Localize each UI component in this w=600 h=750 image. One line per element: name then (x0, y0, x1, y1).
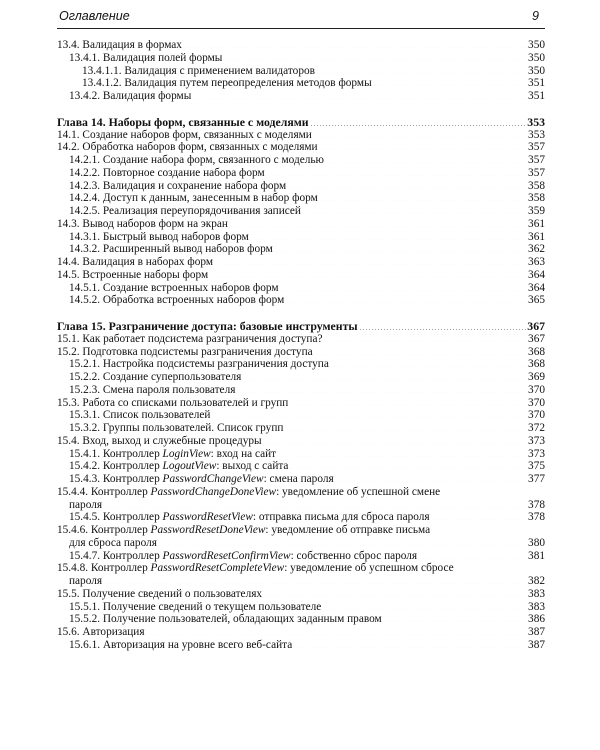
toc-entry-line (57, 65, 545, 78)
toc-entry-title (69, 601, 321, 614)
dot-leader (383, 613, 527, 622)
toc-title-class-name: PasswordResetConfirmView (162, 549, 291, 562)
toc-title-text: 14.2.4. Доступ к данным, занесенным в набор форм (69, 192, 318, 205)
dot-leader (214, 256, 527, 265)
toc-entry-title (69, 358, 329, 371)
toc-title-class-name: LoginView (162, 447, 211, 460)
toc-title-text: 14.2.3. Валидация и сохранение набора форм (69, 179, 287, 192)
dot-leader (289, 397, 527, 406)
toc-entry-page: 361 (528, 217, 545, 230)
toc-entry-page: 369 (528, 371, 545, 383)
toc-entry-page: 368 (528, 345, 545, 358)
toc-entry-line (57, 499, 545, 512)
toc-entry-line (57, 180, 545, 193)
toc-entry-title (69, 52, 222, 65)
dot-leader (325, 154, 527, 163)
toc-entry-page: 353 (528, 128, 545, 141)
toc-entry-line (57, 537, 545, 550)
toc-entry-title (69, 460, 288, 473)
dot-leader (242, 371, 527, 380)
toc-entry-title (57, 256, 213, 269)
toc-entry-page: 381 (528, 549, 545, 562)
toc-entry[interactable] (57, 613, 545, 626)
toc-entry[interactable] (57, 77, 545, 90)
toc-entry-page: 367 (527, 319, 545, 333)
toc-entry-title (57, 524, 430, 536)
toc-entry-line (57, 575, 545, 588)
toc-entry-line (57, 218, 545, 231)
toc-entry[interactable] (57, 550, 545, 563)
toc-entry-line (57, 601, 545, 614)
toc-entry-line (57, 639, 545, 652)
toc-entry-page: 357 (528, 154, 545, 166)
toc-entry[interactable] (57, 473, 545, 486)
toc-entry[interactable] (57, 409, 545, 422)
toc-title-text: 15.4.8. Контроллер (57, 562, 151, 575)
toc-entry-title (69, 231, 249, 244)
toc-entry-line (57, 256, 545, 269)
toc-entry-title (69, 384, 235, 397)
toc-entry-page: 370 (528, 396, 545, 409)
dot-leader (183, 39, 527, 48)
dot-leader (319, 192, 527, 201)
toc-entry-line (57, 116, 545, 129)
toc-entry-page: 368 (528, 358, 545, 371)
toc-entry-title (57, 588, 262, 601)
toc-title-text: 15.2.1. Настройка подсистемы разграничения доступа (69, 358, 329, 371)
header-page-number: 9 (532, 9, 539, 23)
toc-entry-page: 387 (528, 626, 545, 638)
toc-title-text: 15.4.4. Контроллер (57, 485, 151, 498)
dot-leader (103, 499, 527, 508)
toc-entry-page: 372 (528, 422, 545, 434)
dot-leader (263, 588, 527, 597)
toc-title-text: 15.6. Авторизация (57, 626, 145, 638)
toc-entry-title (57, 346, 313, 359)
dot-leader (431, 511, 527, 520)
dot-leader (359, 321, 527, 330)
toc-entry-title (57, 562, 454, 574)
toc-entry[interactable] (57, 371, 545, 384)
dot-leader (236, 384, 527, 393)
toc-entry-title (57, 129, 312, 142)
toc-entry-line (57, 346, 545, 359)
toc-entry-page: 386 (528, 613, 545, 626)
toc-entry-page: 373 (528, 434, 545, 447)
toc-entry-title (57, 333, 322, 346)
toc-title-text: 15.2. Подготовка подсистемы разграничения доступа (57, 345, 313, 358)
toc-title-text: 15.4. Вход, выход и служебные процедуры (57, 434, 262, 447)
toc-entry-line (57, 473, 545, 486)
toc-title-class-name: PasswordResetCompleteView (150, 562, 285, 575)
toc-entry[interactable] (57, 52, 545, 65)
toc-entry-page: 353 (527, 114, 545, 129)
toc-title-suffix: : уведомление об успешной смене (276, 485, 441, 498)
toc-entry-page: 358 (528, 179, 545, 192)
dot-leader (302, 205, 527, 214)
toc-entry[interactable] (57, 141, 545, 154)
dot-leader (192, 90, 527, 99)
toc-entry[interactable] (57, 180, 545, 193)
toc-entry-page: 382 (528, 575, 545, 587)
toc-title-text: 15.4.3. Контроллер (69, 473, 163, 485)
toc-entry-title (69, 180, 286, 193)
dot-leader (323, 333, 527, 342)
toc-title-text: 14.5.1. Создание встроенных наборов форм (69, 281, 279, 294)
toc-title-text: 13.4.1. Валидация полей формы (69, 51, 223, 64)
toc-entry-title (69, 473, 334, 486)
toc-title-text: Глава 14. Наборы форм, связанные с моделями (57, 114, 309, 129)
toc-entry-title (69, 90, 191, 103)
toc-entry[interactable] (57, 294, 545, 307)
toc-entry-line (57, 397, 545, 410)
toc-entry-page: 351 (528, 77, 545, 90)
toc-entry-title (69, 613, 382, 626)
dot-leader (280, 282, 528, 291)
toc-title-text: 15.6.1. Авторизация на уровне всего веб-сайта (69, 638, 293, 651)
toc-entry[interactable] (57, 639, 545, 652)
toc-entry[interactable] (57, 562, 545, 588)
toc-title-class-name: LogoutView (162, 460, 217, 473)
toc-title-suffix: : выход с сайта (216, 460, 289, 473)
toc-title-text: 14.2.2. Повторное создание набора форм (69, 166, 265, 179)
toc-entry[interactable] (57, 511, 545, 524)
toc-title-text: 14.2.1. Создание набора форм, связанного с моделью (69, 154, 324, 166)
dot-leader (373, 77, 527, 86)
toc-entry[interactable] (57, 231, 545, 244)
toc-entry[interactable] (57, 486, 545, 512)
toc-title-text: 14.3. Вывод наборов форм на экран (57, 217, 228, 230)
dot-leader (335, 473, 527, 482)
toc-entry-line (57, 52, 545, 65)
toc-title-text: 14.4. Валидация в наборах форм (57, 256, 213, 268)
dot-leader (266, 167, 527, 176)
toc-title-text: 15.3.1. Список пользователей (69, 409, 211, 422)
toc-entry-page: 361 (528, 230, 545, 243)
toc-entry-page: 351 (528, 90, 545, 102)
dot-leader (293, 639, 527, 648)
dot-leader (211, 409, 527, 418)
dot-leader (330, 358, 527, 367)
toc-entry[interactable] (57, 256, 545, 269)
toc-entry-page: 383 (528, 587, 545, 600)
toc-entry-line (57, 371, 545, 384)
toc-entry[interactable] (57, 435, 545, 448)
dot-leader (229, 218, 527, 227)
toc-entry[interactable] (57, 333, 545, 346)
toc-entry-line (57, 511, 545, 524)
toc-title-text: 15.4.1. Контроллер (69, 447, 163, 460)
toc-entry[interactable] (57, 282, 545, 295)
toc-title-text: 14.3.2. Расширенный вывод наборов форм (69, 243, 273, 256)
toc-entry[interactable] (57, 397, 545, 410)
toc-entry-title (69, 511, 430, 524)
toc-entry[interactable] (57, 65, 545, 78)
toc-entry[interactable] (57, 116, 545, 129)
toc-entry[interactable] (57, 384, 545, 397)
toc-entry-line (57, 320, 545, 333)
toc-title-text: 15.1. Как работает подсистема разграничения доступа? (57, 332, 323, 345)
toc-entry[interactable] (57, 448, 545, 461)
toc-entry-title (69, 294, 284, 307)
toc-entry-title (82, 65, 315, 78)
toc-title-suffix: : смена пароля (263, 473, 334, 485)
dot-leader (316, 65, 527, 74)
toc-title-text: 15.5. Получение сведений о пользователях (57, 587, 263, 600)
toc-entry-page: 359 (528, 205, 545, 217)
toc-title-class-name: PasswordResetDoneView (150, 524, 266, 536)
toc-entry-title (69, 371, 241, 384)
toc-entry-line (57, 167, 545, 180)
dot-leader (263, 435, 527, 444)
dot-leader (158, 537, 527, 546)
toc-title-text: 15.3.2. Группы пользователей. Список групп (69, 422, 284, 434)
toc-entry-title (57, 218, 228, 231)
toc-entry-continuation: пароля (69, 575, 103, 587)
running-header (57, 6, 545, 29)
toc-entry-title (57, 269, 208, 282)
toc-title-suffix: : вход на сайт (210, 447, 277, 460)
toc-entry-title (57, 116, 309, 129)
toc-entry-page: 370 (528, 409, 545, 422)
header-title: Оглавление (59, 9, 130, 23)
toc-entry-page: 350 (528, 64, 545, 77)
toc-title-text: 15.4.7. Контроллер (69, 549, 163, 562)
toc-entry[interactable] (57, 346, 545, 359)
toc-title-text: 15.4.2. Контроллер (69, 460, 163, 473)
dot-leader (289, 460, 527, 469)
toc-entry-page: 364 (528, 281, 545, 294)
toc-entry-line (57, 154, 545, 167)
toc-entry-title (69, 422, 283, 435)
toc-entry[interactable] (57, 422, 545, 435)
toc-title-text: 15.5.2. Получение пользователей, обладающих заданным правом (69, 613, 382, 626)
toc-entry-title (57, 435, 262, 448)
toc-entry-page: 350 (528, 51, 545, 64)
dot-leader (103, 575, 527, 584)
toc-entry-page: 375 (528, 460, 545, 473)
toc-title-text: 13.4.1.2. Валидация путем переопределения методов формы (82, 77, 372, 90)
toc-title-text: 14.5.2. Обработка встроенных наборов форм (69, 294, 285, 307)
toc-entry-continuation: для сброса пароля (69, 536, 157, 549)
toc-entry-line (57, 333, 545, 346)
toc-entry-line (57, 626, 545, 639)
toc-entry-line (57, 448, 545, 461)
toc-entry-page: 364 (528, 268, 545, 281)
toc-entry-line (57, 282, 545, 295)
toc-entry-line (57, 613, 545, 626)
toc-entry[interactable] (57, 460, 545, 473)
toc-entry-title (57, 141, 318, 154)
toc-entry-title (57, 486, 440, 498)
toc-entry-title (69, 167, 265, 180)
toc-entry[interactable] (57, 269, 545, 282)
toc-entry-page: 383 (528, 600, 545, 613)
toc-title-suffix: : уведомление об отправке письма (265, 524, 431, 536)
toc-entry-page: 350 (528, 39, 545, 51)
toc-entry-page: 358 (528, 192, 545, 205)
toc-entry-line (57, 384, 545, 397)
toc-entry-title (69, 448, 276, 461)
toc-entry-page: 378 (528, 511, 545, 524)
toc-entry[interactable] (57, 154, 545, 167)
toc-entry-title (82, 77, 372, 90)
toc-entry-page: 387 (528, 638, 545, 651)
toc-title-text: 15.2.3. Смена пароля пользователя (69, 383, 236, 396)
dot-leader (209, 269, 527, 278)
toc-entry[interactable] (57, 320, 545, 333)
toc-entry-line (57, 435, 545, 448)
toc-entry-page: 357 (528, 166, 545, 179)
toc-title-text: 15.5.1. Получение сведений о текущем пользователе (69, 600, 322, 613)
toc-title-suffix: : отправка письма для сброса пароля (252, 511, 430, 524)
dot-leader (146, 626, 528, 635)
toc-entry-line (57, 243, 545, 256)
toc-title-text: 14.2.5. Реализация переупорядочивания записей (69, 205, 301, 217)
toc-entry-title (69, 192, 318, 205)
dot-leader (310, 117, 527, 126)
toc-entry-line (57, 141, 545, 154)
toc-entry[interactable] (57, 243, 545, 256)
table-of-contents (57, 39, 545, 652)
toc-entry-title (69, 639, 292, 652)
toc-title-text: 14.3.1. Быстрый вывод наборов форм (69, 230, 249, 243)
toc-entry-first-line (57, 524, 545, 537)
toc-entry-first-line (57, 486, 545, 499)
toc-title-text: 15.2.2. Создание суперпользователя (69, 371, 242, 383)
toc-entry[interactable] (57, 358, 545, 371)
toc-title-suffix: : уведомление об успешном сбросе (284, 562, 454, 575)
toc-entry-line (57, 90, 545, 103)
dot-leader (274, 243, 527, 252)
toc-entry-line (57, 231, 545, 244)
dot-leader (418, 550, 527, 559)
toc-entry-line (57, 460, 545, 473)
toc-entry-line (57, 129, 545, 142)
toc-entry-title (57, 39, 182, 52)
toc-entry-page: 378 (528, 498, 545, 511)
toc-entry-line (57, 358, 545, 371)
toc-entry-line (57, 409, 545, 422)
toc-entry[interactable] (57, 588, 545, 601)
toc-entry-title (57, 320, 358, 333)
dot-leader (314, 346, 527, 355)
toc-title-class-name: PasswordChangeView (162, 473, 264, 485)
toc-entry[interactable] (57, 167, 545, 180)
dot-leader (284, 422, 527, 431)
dot-leader (277, 448, 527, 457)
toc-entry-continuation: пароля (69, 498, 103, 511)
toc-entry-title (69, 550, 417, 563)
toc-entry[interactable] (57, 192, 545, 205)
toc-entry-page: 367 (528, 332, 545, 345)
dot-leader (223, 52, 527, 61)
toc-entry-title (69, 154, 324, 167)
toc-entry-page: 362 (528, 243, 545, 256)
toc-entry-page: 365 (528, 294, 545, 307)
toc-entry-title (57, 626, 145, 639)
toc-title-suffix: : собственно сброс пароля (290, 549, 418, 562)
toc-entry-first-line (57, 562, 545, 575)
dot-leader (250, 231, 527, 240)
toc-entry-line (57, 422, 545, 435)
toc-entry-title (69, 409, 210, 422)
dot-leader (287, 180, 527, 189)
toc-entry-page: 377 (528, 473, 545, 485)
toc-title-class-name: PasswordResetView (162, 511, 253, 524)
toc-entry-line (57, 294, 545, 307)
toc-entry[interactable] (57, 601, 545, 614)
toc-title-text: Глава 15. Разграничение доступа: базовые инструменты (57, 319, 358, 333)
toc-title-text: 14.2. Обработка наборов форм, связанных с моделями (57, 141, 318, 154)
dot-leader (285, 294, 527, 303)
toc-entry-title (69, 243, 273, 256)
toc-entry-line (57, 269, 545, 282)
toc-title-text: 15.4.6. Контроллер (57, 524, 151, 536)
toc-title-text: 15.3. Работа со списками пользователей и групп (57, 396, 289, 409)
toc-entry-title (69, 282, 279, 295)
toc-title-text: 14.1. Создание наборов форм, связанных с моделями (57, 128, 312, 141)
dot-leader (313, 129, 527, 138)
toc-entry-line (57, 39, 545, 52)
toc-entry-page: 380 (528, 536, 545, 549)
toc-entry[interactable] (57, 39, 545, 52)
toc-entry[interactable] (57, 524, 545, 550)
toc-entry[interactable] (57, 129, 545, 142)
toc-title-text: 13.4. Валидация в формах (57, 39, 182, 51)
toc-entry-title (57, 397, 288, 410)
toc-entry[interactable] (57, 218, 545, 231)
toc-entry-line (57, 550, 545, 563)
dot-leader (319, 141, 527, 150)
toc-entry-page: 357 (528, 141, 545, 154)
toc-entry-line (57, 77, 545, 90)
toc-title-text: 13.4.2. Валидация формы (69, 90, 192, 102)
toc-entry-title (69, 205, 301, 218)
toc-entry[interactable] (57, 626, 545, 639)
toc-title-text: 15.4.5. Контроллер (69, 511, 163, 524)
toc-entry-page: 370 (528, 383, 545, 396)
toc-title-text: 13.4.1.1. Валидация с применением валидаторов (82, 64, 315, 77)
toc-entry-page: 373 (528, 447, 545, 460)
toc-entry-line (57, 192, 545, 205)
toc-entry-page: 363 (528, 256, 545, 268)
toc-entry[interactable] (57, 90, 545, 103)
toc-entry-line (57, 205, 545, 218)
toc-title-class-name: PasswordChangeDoneView (150, 485, 277, 498)
toc-entry[interactable] (57, 205, 545, 218)
toc-entry-line (57, 588, 545, 601)
dot-leader (322, 601, 527, 610)
toc-title-text: 14.5. Встроенные наборы форм (57, 268, 209, 281)
